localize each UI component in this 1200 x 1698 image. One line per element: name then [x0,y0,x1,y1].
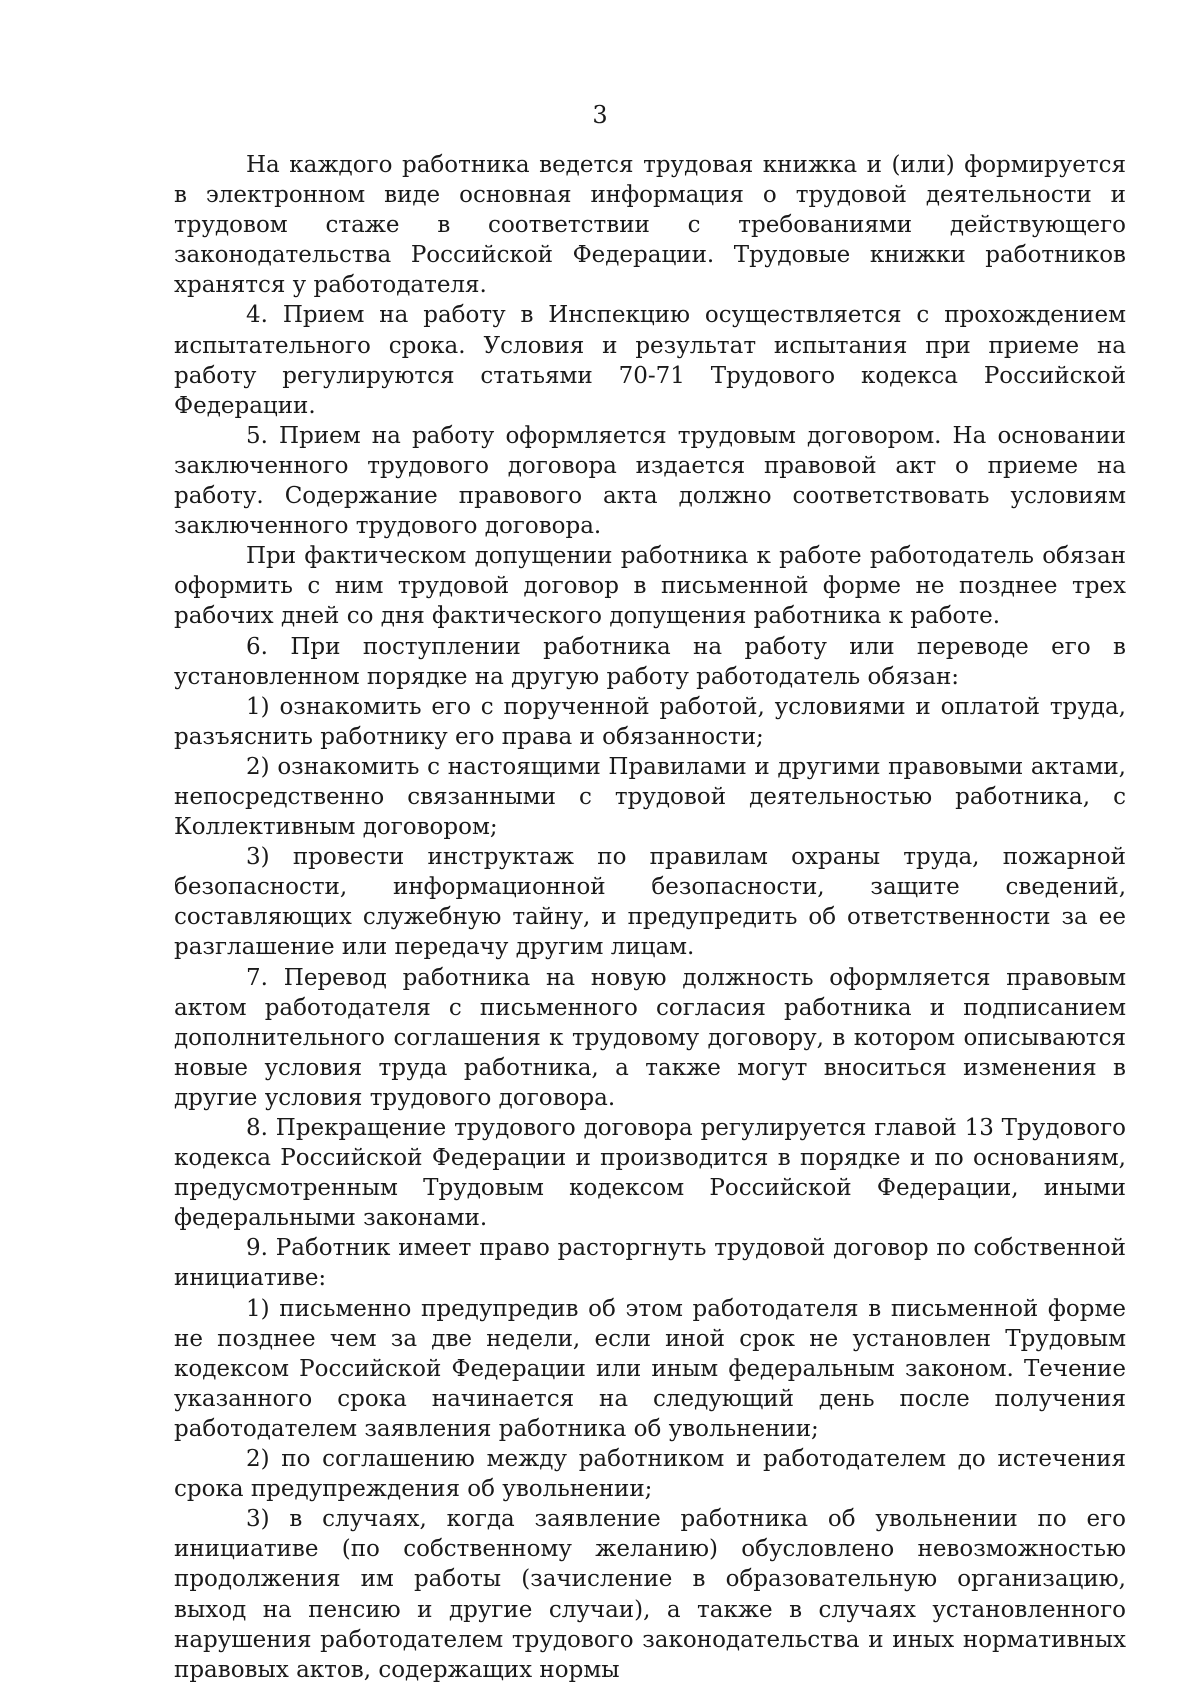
list-item-6-3: 3) провести инструктаж по правилам охраны труда, пожарной безопасности, информационной безопасности, защите сведений, составляющих служебную тайну, и предупредить об ответственности за ее разглашение или передачу другим лицам. [174,844,1126,961]
list-item-6-2: 2) ознакомить с настоящими Правилами и другими правовыми актами, непосредственно связанными с трудовой деятельностью работника, с Коллективным договором; [174,753,1126,841]
document-body [174,150,1126,1685]
list-item-9-1: 1) письменно предупредив об этом работодателя в письменной форме не позднее чем за две недели, если иной срок не установлен Трудовым кодексом Российской Федерации или иным федеральным законом. Течение указанного срока начинается на следующий день после получения работодателем заявления работника об увольнении; [174,1295,1126,1442]
paragraph-7-transfer: 7. Перевод работника на новую должность оформляется правовым актом работодателя с письменного согласия работника и подписанием дополнительного соглашения к трудовому договору, в котором описываются новые условия труда работника, а также могут вноситься изменения в другие условия трудового договора. [174,964,1126,1111]
list-item-9-2: 2) по соглашению между работником и работодателем до истечения срока предупреждения об увольнении; [174,1446,1126,1503]
page-number: 3 [592,101,608,129]
paragraph-work-book: На каждого работника ведется трудовая книжка и (или) формируется в электронном виде основная информация о трудовой деятельности и трудовом стаже в соответствии с требованиями действующего законодательства Российской Федерации. Трудовые книжки работников хранятся у работодателя. [174,152,1126,299]
paragraph-9-resignation: 9. Работник имеет право расторгнуть трудовой договор по собственной инициативе: [174,1235,1126,1292]
paragraph-actual-admission: При фактическом допущении работника к работе работодатель обязан оформить с ним трудовой договор в письменной форме не позднее трех рабочих дней со дня фактического допущения работника к работе. [174,543,1126,630]
list-item-9-3: 3) в случаях, когда заявление работника об увольнении по его инициативе (по собственному желанию) обусловлено невозможностью продолжения им работы (зачисление в образовательную организацию, выход на пенсию и другие случаи), а также в случаях установленного нарушения работодателем трудового законодательства и иных нормативных правовых актов, содержащих нормы [174,1506,1126,1683]
paragraph-6-employer-duties: 6. При поступлении работника на работу или переводе его в установленном порядке на другую работу работодатель обязан: [174,633,1126,690]
paragraph-8-termination: 8. Прекращение трудового договора регулируется главой 13 Трудового кодекса Российской Федерации и производится в порядке и по основаниям, предусмотренным Трудовым кодексом Российской Федерации, иными федеральными законами. [174,1115,1126,1232]
paragraph-5-employment-contract: 5. Прием на работу оформляется трудовым договором. На основании заключенного трудового договора издается правовой акт о приеме на работу. Содержание правового акта должно соответствовать условиям заключенного трудового договора. [174,422,1126,540]
list-item-6-1: 1) ознакомить его с порученной работой, условиями и оплатой труда, разъяснить работнику его права и обязанности; [174,693,1126,750]
paragraph-4-probation: 4. Прием на работу в Инспекцию осуществляется с прохождением испытательного срока. Условия и результат испытания при приеме на работу регулируются статьями 70-71 Трудового кодекса Российской Федерации. [174,302,1126,419]
